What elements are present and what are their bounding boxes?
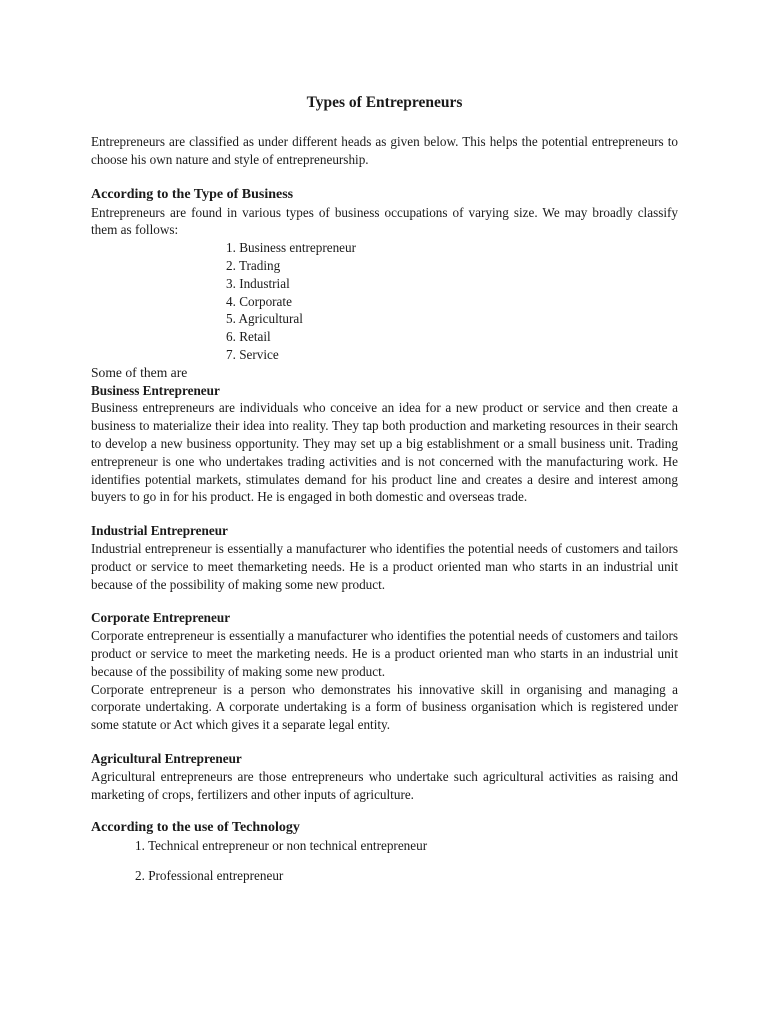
type-of-business-paragraph: Entrepreneurs are found in various types of business occupations of varying size. We may broadly classify them as follows: (91, 204, 678, 238)
some-of-them-text: Some of them are (91, 364, 188, 380)
corporate-entrepreneur-paragraph-2: Corporate entrepreneur is a person who demonstrates his innovative skill in organising and managing a corporate undertaking. A corporate undertaking is a form of business organisation which is registered under some statute or Act which gives it a separate legal entity. (91, 681, 678, 733)
industrial-entrepreneur-paragraph: Industrial entrepreneur is essentially a manufacturer who identifies the potential needs of customers and tailors product or service to meet themarketing needs. He is a product oriented man who starts in an industrial unit because of the possibility of making some new product. (91, 540, 678, 592)
intro-paragraph: Entrepreneurs are classified as under different heads as given below. This helps the potential entrepreneurs to choose his own nature and style of entrepreneurship. (91, 134, 678, 167)
list-item: 2. Professional entrepreneur (135, 868, 284, 884)
agricultural-entrepreneur-paragraph: Agricultural entrepreneurs are those entrepreneurs who undertake such agricultural activities as raising and marketing of crops, fertilizers and other inputs of agriculture. (91, 768, 678, 802)
business-entrepreneur-paragraph: Business entrepreneurs are individuals who conceive an idea for a new product or service and then create a business to materialize their idea into reality. They tap both production and marketing resources in their search to develop a new business opportunity. They may set up a big establishment or a small business unit. Trading entrepreneur is one who undertakes trading activities and is not concerned with the manufacturing work. He identifies potential markets, stimulates demand for his product line and creates a desire and interest among buyers to go in for his product. He is engaged in both domestic and overseas trade. (91, 400, 678, 505)
corporate-entrepreneur-paragraph-1: Corporate entrepreneur is essentially a manufacturer who identifies the potential needs of customers and tailors product or service to meet the marketing needs. He is a product oriented man who starts in an industrial unit because of the possibility of making some new product. (91, 628, 678, 679)
page-title: Types of Entrepreneurs (306, 94, 463, 111)
list-item: 2. Trading (226, 257, 281, 273)
heading-industrial-entrepreneur: Industrial Entrepreneur (91, 523, 228, 539)
list-item: 6. Retail (226, 329, 271, 345)
heading-corporate-entrepreneur: Corporate Entrepreneur (91, 610, 231, 626)
list-item: 3. Industrial (226, 275, 290, 291)
heading-business-entrepreneur: Business Entrepreneur (91, 382, 220, 398)
section-business-entrepreneur (91, 382, 678, 507)
section-agricultural-entrepreneur (91, 750, 678, 803)
section-heading-type-of-business: According to the Type of Business (91, 186, 294, 202)
list-item: 1. Business entrepreneur (226, 240, 357, 256)
list-item: 1. Technical entrepreneur or non technical entrepreneur (135, 838, 428, 854)
section-industrial-entrepreneur (91, 522, 678, 593)
list-item: 5. Agricultural (226, 311, 303, 327)
business-types-list (91, 239, 678, 364)
list-item: 4. Corporate (226, 293, 292, 309)
heading-agricultural-entrepreneur: Agricultural Entrepreneur (91, 750, 242, 766)
section-type-of-business (91, 186, 678, 382)
technology-types-list (91, 837, 678, 885)
section-corporate-entrepreneur (91, 609, 678, 734)
section-use-of-technology (91, 819, 678, 885)
document-page (91, 93, 678, 885)
list-item: 7. Service (226, 346, 279, 362)
section-heading-use-of-technology: According to the use of Technology (91, 820, 300, 836)
